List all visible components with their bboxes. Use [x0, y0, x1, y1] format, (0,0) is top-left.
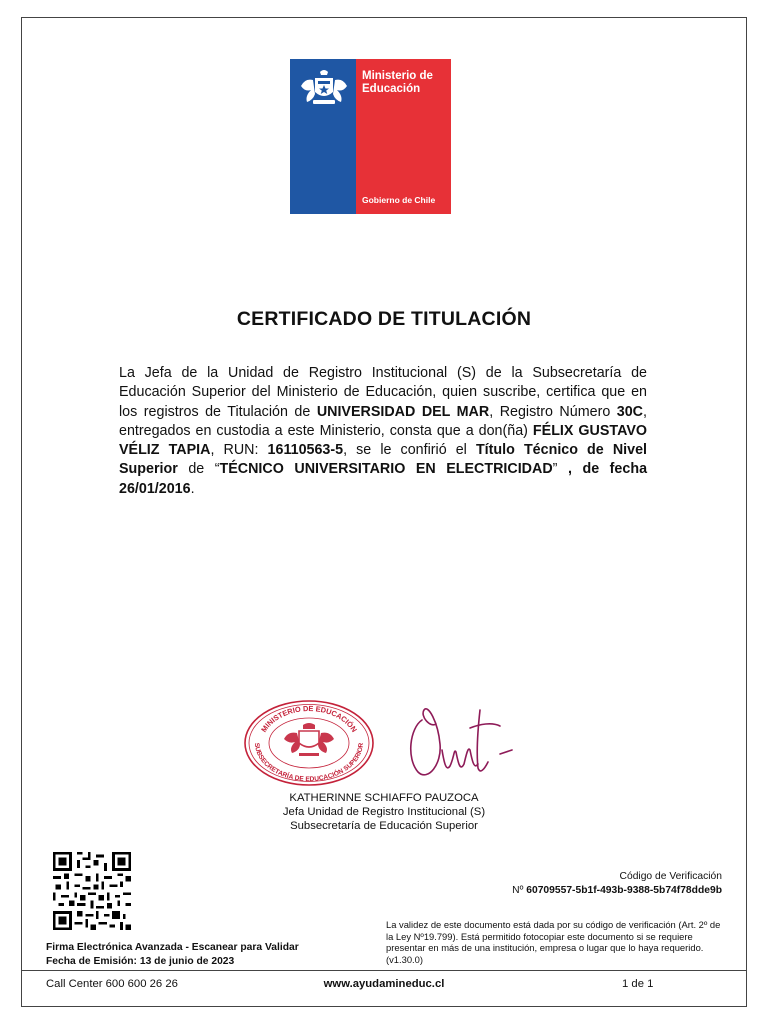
logo-ministerio-line1: Ministerio de — [362, 70, 433, 82]
verification-label: Código de Verificación — [619, 871, 722, 882]
firma-line: Firma Electrónica Avanzada - Escanear para Validar — [46, 942, 299, 953]
body-text-4: , RUN: — [210, 442, 268, 459]
call-center-text: Call Center 600 600 26 26 — [46, 978, 178, 990]
signer-role: Jefa Unidad de Registro Institucional (S) — [282, 806, 486, 818]
body-text-5: , se le confirió el — [343, 442, 476, 459]
logo-blue-panel — [290, 59, 356, 214]
signer-block — [0, 791, 768, 833]
body-text-2: , Registro Número — [489, 403, 617, 420]
official-stamp-icon — [243, 699, 375, 787]
footer-divider — [21, 970, 747, 971]
signature-icon — [400, 698, 515, 786]
stamp-bottom-text: SUBSECRETARÍA DE EDUCACIÓN SUPERIOR — [252, 742, 366, 784]
body-text-3: , entregados en custodia a este Ministerio, consta que a don(ña) — [119, 403, 647, 439]
degree-title: TÉCNICO UNIVERSITARIO EN ELECTRICIDAD — [219, 461, 553, 478]
logo-red-panel — [356, 59, 451, 214]
registry-number: 30C — [616, 403, 644, 420]
document-title: CERTIFICADO DE TITULACIÓN — [236, 308, 532, 330]
verification-block — [512, 870, 722, 898]
body-text-6: de “ — [177, 461, 220, 478]
body-text-8: . — [190, 480, 195, 497]
institution-name: UNIVERSIDAD DEL MAR — [316, 403, 490, 420]
verification-code-line — [512, 884, 722, 898]
qr-code-icon[interactable] — [53, 851, 131, 931]
certificate-body — [119, 364, 647, 499]
verification-code-prefix: Nº — [512, 885, 527, 896]
electronic-signature-note — [46, 941, 299, 969]
logo-ministerio-line2: Educación — [362, 83, 421, 95]
graduation-date: , de fecha 26/01/2016 — [119, 461, 648, 497]
page-number: 1 de 1 — [622, 978, 654, 990]
degree-type: Título Técnico de Nivel Superior — [119, 442, 648, 478]
logo-gobierno-text: Gobierno de Chile — [362, 195, 436, 205]
graduate-name: FÉLIX GUSTAVO VÉLIZ TAPIA — [119, 422, 647, 459]
website-link[interactable]: www.ayudamineduc.cl — [323, 978, 445, 990]
signer-unit: Subsecretaría de Educación Superior — [290, 820, 478, 832]
body-text-7: ” — [552, 461, 568, 478]
logo-ministerio-text — [362, 70, 433, 96]
verification-code: 60709557-5b1f-493b-9388-5b74f78dde9b — [526, 885, 722, 896]
run-number: 16110563-5 — [267, 442, 344, 459]
coat-of-arms-icon — [299, 68, 349, 108]
emission-date: Fecha de Emisión: 13 de junio de 2023 — [46, 956, 235, 967]
stamp-top-text: MINISTERIO DE EDUCACIÓN — [259, 703, 359, 734]
ministerio-logo — [290, 59, 451, 214]
body-text-1: La Jefa de la Unidad de Registro Institucional (S) de la Subsecretaría de Educación Superior del Ministerio de Educación, quien suscribe, certifica que en los registros de Titulación de — [119, 365, 647, 420]
signer-name: KATHERINNE SCHIAFFO PAUZOCA — [289, 792, 479, 804]
validity-notice: La validez de este documento está dada por su código de verificación (Art. 2º de la Ley Nº19.799). Está permitido fotocopiar este documento si se requiere presentar en más de una institución, empresa o lugar que lo haya requerido. (v1.30.0) — [386, 919, 721, 965]
